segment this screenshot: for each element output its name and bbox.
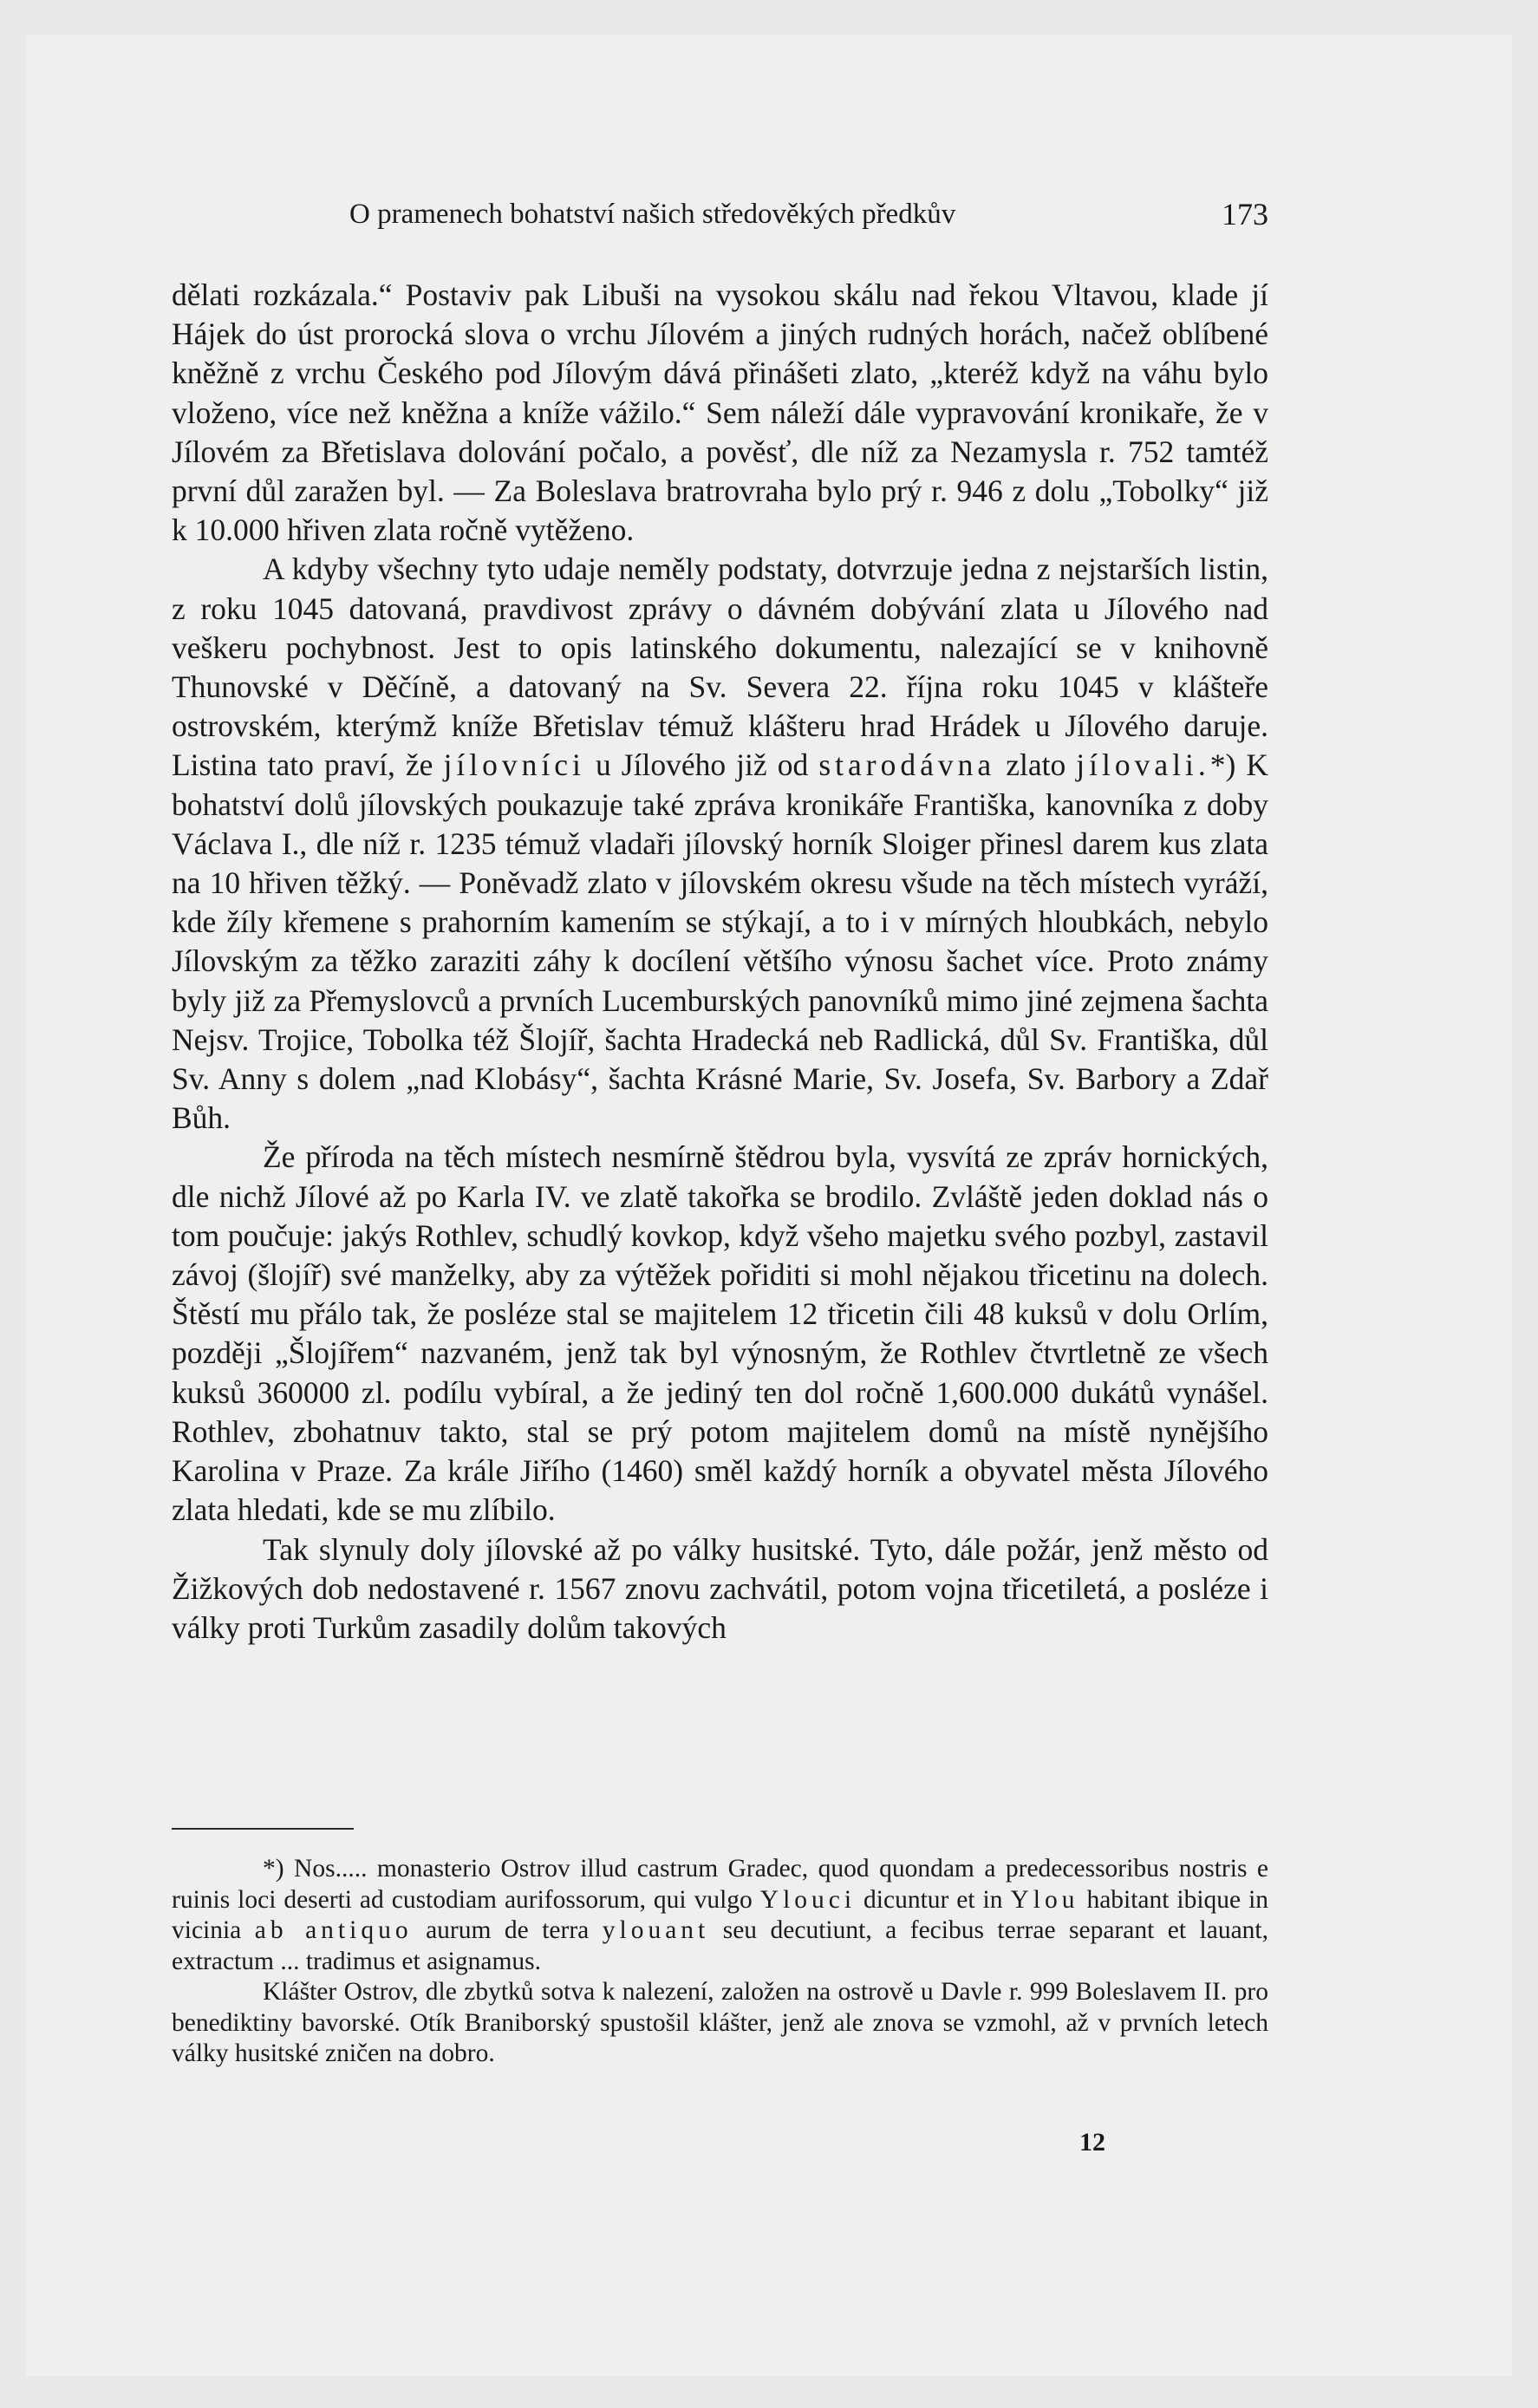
spaced-term-starodavna: starodávna xyxy=(818,747,996,783)
running-header xyxy=(172,193,1268,236)
footnote-term-ylouci: Ylouci xyxy=(759,1885,857,1914)
running-title: O pramenech bohatství našich středověkých předkův xyxy=(349,199,956,230)
footnote-1-text-b: dicuntur et in xyxy=(863,1885,1003,1914)
footnote-term-ylouant: ylouant xyxy=(602,1916,710,1944)
signature-mark: 12 xyxy=(1079,2128,1105,2157)
footnote-divider xyxy=(172,1828,354,1830)
footnote-1-text-c: habitant ibique in vicinia xyxy=(172,1885,1269,1944)
paragraph-2-text-a: A kdyby všechny tyto udaje neměly podstaty, dotvrzuje jedna z nejstarších listin, z roku 1045 datovaná, pravdivost zprávy o dávném dobývání zlata u Jílového nad veškeru pochybnost. Jest to opis latinského dokumentu, nalezající se v knihovně Thunovské v Děčíně, a datovaný na Sv. Severa 22. října roku 1045 v klášteře ostrovském, kterýmž kníže Břetislav témuž klášteru hrad Hrádek u Jílového daruje. Listina tato praví, že xyxy=(172,551,1268,783)
spaced-term-jilovali: jílovali. xyxy=(1076,747,1210,783)
footnote-1-text-e: seu decutiunt, a fecibus terrae separant et lauant, extractum ... tradimus et asignamus. xyxy=(172,1916,1268,1975)
page-number: 173 xyxy=(1222,197,1268,232)
footnote-term-ab-antiquo: ab antiquo xyxy=(254,1916,413,1944)
paragraph-2 xyxy=(172,550,1268,1138)
paragraph-4: Tak slynuly doly jílovské až po války husitské. Tyto, dále požár, jenž město od Žižkových dob nedostavené r. 1567 znovu zachvátil, potom vojna třicetiletá, a posléze i války proti Turkům zasadily dolům takových xyxy=(172,1531,1268,1645)
footnote-1-text-a: *) Nos..... monasterio Ostrov illud castrum Gradec, quod quondam a predecessoribus nostris e ruinis loci deserti ad custodiam aurifossorum, qui vulgo xyxy=(172,1855,1268,1914)
paragraph-2-text-b: u Jílového již od xyxy=(595,747,809,783)
footnote-1-text-d: aurum de terra xyxy=(426,1916,590,1944)
footnote-1 xyxy=(172,1854,1268,1977)
footnote-2: Klášter Ostrov, dle zbytků sotva k nalezení, založen na ostrově u Davle r. 999 Boleslavem II. pro benediktiny bavorské. Otík Braniborský spustošil klášter, jenž ale znova se vzmohl, až v prvních letech války husitské zničen na dobro. xyxy=(172,1978,1268,2067)
footnote-term-ylou: Ylou xyxy=(1010,1885,1079,1914)
paragraph-2-text-d: *) K bohatství dolů jílovských poukazuje také zpráva kronikáře Františka, kanovníka z doby Václava I., dle níž r. 1235 témuž vladaři jílovský horník Sloiger přinesl darem kus zlata na 10 hřiven těžký. — Poněvadž zlato v jílovském okresu všude na těch místech vyráží, kde žíly křemene s prahorním kamením se stýkají, a to i v mírných hloubkách, nebylo Jílovským za těžko zaraziti záhy k docílení většího výnosu šachet více. Proto známy byly již za Přemyslovců a prvních Lucemburských panovníků mimo jiné zejmena šachta Nejsv. Trojice, Tobolka též Šlojíř, šachta Hradecká neb Radlická, důl Sv. Františka, důl Sv. Anny s dolem „nad Klobásy“, šachta Krásné Marie, Sv. Josefa, Sv. Barbory a Zdař Bůh. xyxy=(172,747,1269,1136)
footnotes xyxy=(172,1854,1268,2070)
paragraph-1: dělati rozkázala.“ Postaviv pak Libuši na vysokou skálu nad řekou Vltavou, klade jí Hájek do úst prorocká slova o vrchu Jílovém a jiných rudných horách, načež oblíbené kněžně z vrchu Českého pod Jílovým dává přinášeti zlato, „kteréž když na váhu bylo vloženo, více než kněžna a kníže vážilo.“ Sem náleží dále vypravování kronikaře, že v Jílovém za Břetislava dolování počalo, a pověsť, dle níž za Nezamysla r. 752 tamtéž první důl zaražen byl. — Za Boleslava bratrovraha bylo prý r. 946 z dolu „Tobolky“ již k 10.000 hřiven zlata ročně vytěženo. xyxy=(172,277,1268,548)
spaced-term-jilovnici: jílovníci xyxy=(443,747,585,783)
paragraph-2-text-c: zlato xyxy=(1006,747,1066,783)
main-text xyxy=(172,276,1268,1648)
paragraph-3: Že příroda na těch místech nesmírně štědrou byla, vysvítá ze zpráv hornických, dle nichž Jílové až po Karla IV. ve zlatě takořka se brodilo. Zvláště jeden doklad nás o tom poučuje: jakýs Rothlev, schudlý kovkop, když všeho majetku svého pozbyl, zastavil závoj (šlojíř) své manželky, aby za výtěžek pořiditi si mohl nějakou třicetinu na dolech. Štěstí mu přálo tak, že posléze stal se majitelem 12 třicetin čili 48 kuksů v dolu Orlím, později „Šlojířem“ nazvaném, jenž tak byl výnosným, že Rothlev čtvrtletně ze všech kuksů 360000 zl. podílu vybíral, a že jediný ten dol ročně 1,600.000 dukátů vynášel. Rothlev, zbohatnuv takto, stal se prý potom majitelem domů na místě nynějšího Karolina v Praze. Za krále Jiřího (1460) směl každý horník a obyvatel města Jílového zlata hledati, kde se mu zlíbilo. xyxy=(172,1139,1268,1528)
